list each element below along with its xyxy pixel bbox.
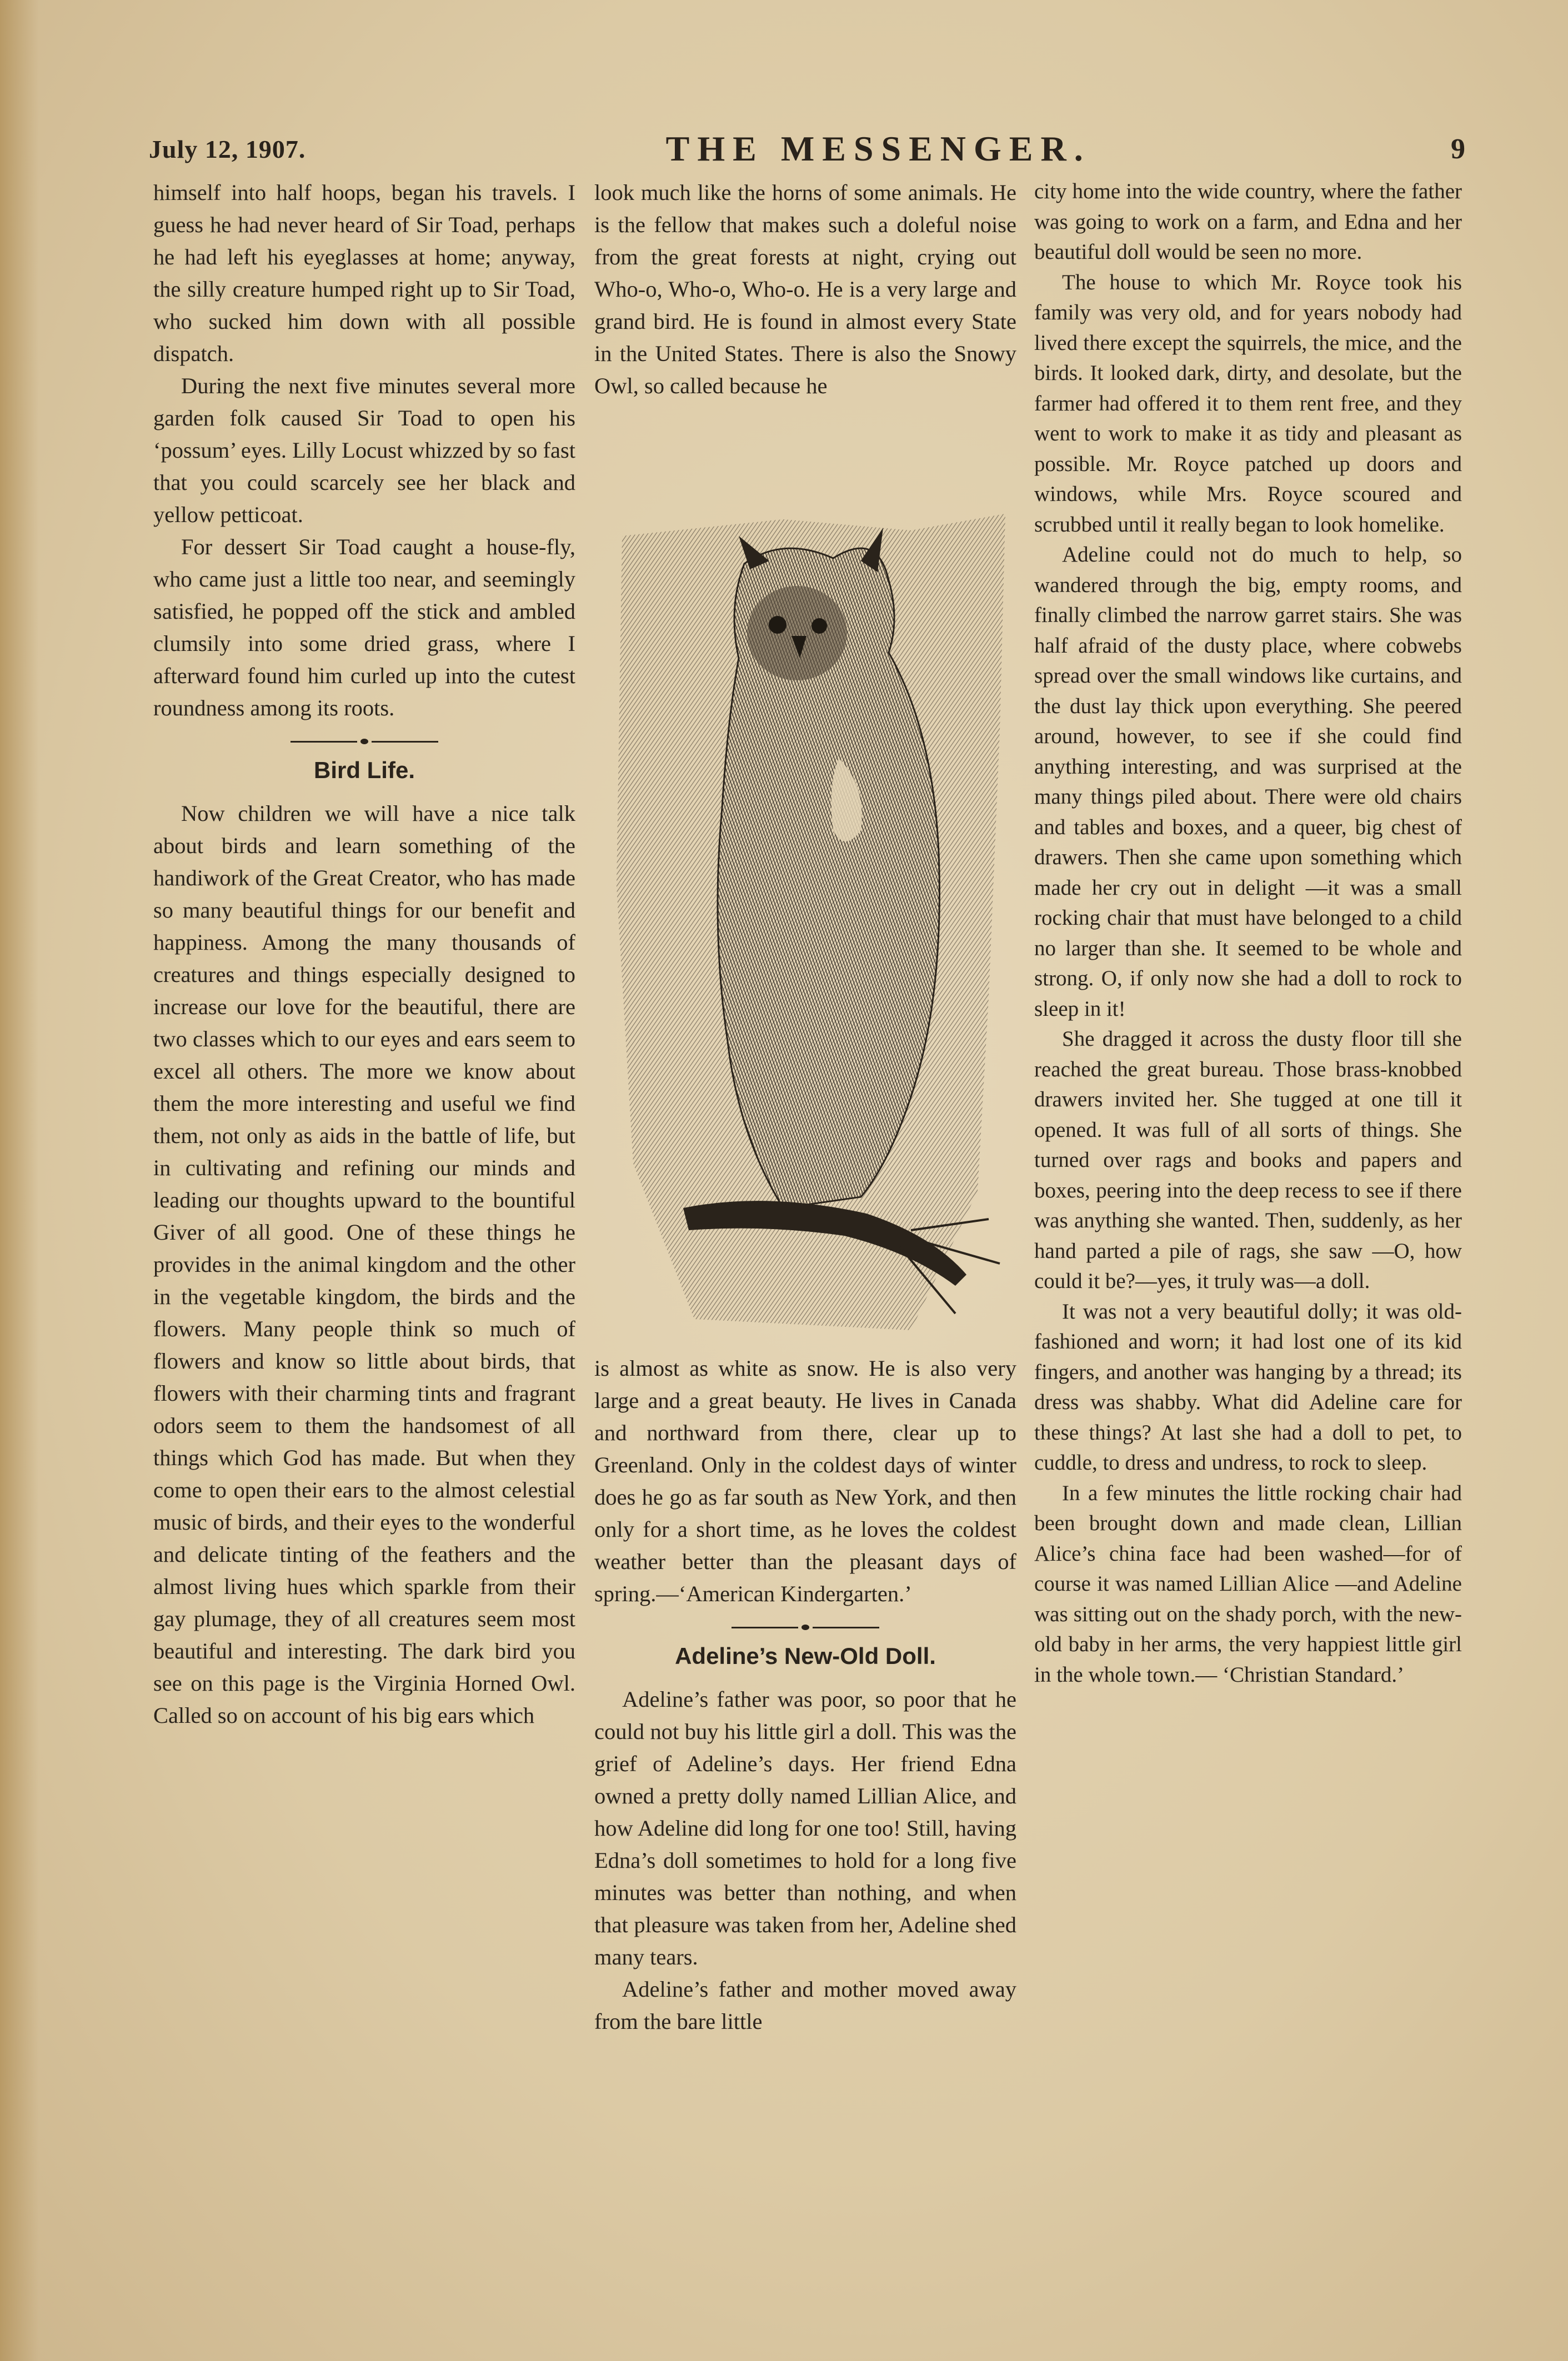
column-2-top (594, 177, 1016, 402)
section-divider (594, 1625, 1016, 1630)
page-edge-shadow (0, 0, 39, 2361)
column-3 (1034, 177, 1462, 1690)
paragraph: Adeline’s father and mother moved away from the bare little (594, 1977, 1016, 2034)
paragraph: Now children we will have a nice talk about birds and learn something of the handiwork of the Great Creator, who has made so many beautiful things for our benefit and happiness. Among the many thousands of creatures and things especially designed to increase our love for the beautiful, there are two classes which to our eyes and ears seem to excel all others. The more we know about them the more interesting and useful we find them, not only as aids in the battle of life, but in cultivating and refining our minds and leading our thoughts upward to the bountiful Giver of all good. One of these things he provides in the animal kingdom and the other in the vegetable kingdom, the birds and the flowers. Many people think so much of flowers and know so little about birds, that flowers with their charming tints and fragrant odors seem to them the handsomest of all things which God has made. But when they come to open their ears to the almost celestial music of birds, and their eyes to the wonderful and delicate tinting of the feathers and the almost living hues which sparkle from their gay plumage, they of all creatures seem most beautiful and interesting. The dark bird you see on this page is the Virginia Horned Owl. Called so on account of his big ears which (153, 801, 575, 1728)
paragraph: look much like the horns of some animals. He is the fellow that makes such a doleful noise from the great forests at night, crying out Who-o, Who-o, Who-o. He is a very large and grand bird. He is found in almost every State in the United States. There is also the Snowy Owl, so called because he (594, 180, 1016, 398)
article-heading-bird-life: Bird Life. (313, 757, 415, 783)
section-divider (153, 739, 575, 744)
issue-date: July 12, 1907. (149, 134, 306, 163)
owl-engraving-illustration (600, 497, 1022, 1355)
paragraph: is almost as white as snow. He is also very large and a great beauty. He lives in Canada and northward from there, clear up to Greenland. Only in the coldest days of winter does he go as far south as New York, and then only for a short time, as he loves the coldest weather better than the pleasant days of spring.—‘American Kindergarten.’ (594, 1356, 1016, 1606)
column-1 (153, 177, 575, 1732)
paragraph: Adeline could not do much to help, so wandered through the big, empty rooms, and finally climbed the narrow garret stairs. She was half afraid of the dusty place, where cobwebs spread over the small windows like curtains, and the dust lay thick upon everything. She peered around, however, to see if she could find anything interesting, and was surprised at the many things piled about. There were old chairs and tables and boxes, and a queer, big chest of drawers. Then she came upon something which made her cry out in delight —it was a small rocking chair that must have belonged to a child no larger than she. It seemed to be whole and strong. O, if only now she had a doll to rock to sleep in it! (1034, 543, 1462, 1021)
masthead-title: THE MESSENGER. (665, 129, 1091, 168)
column-2-bottom (594, 1352, 1016, 2038)
paragraph: It was not a very beautiful dolly; it was old-fashioned and worn; it had lost one of its kid fingers, and another was hanging by a thread; its dress was shabby. What did Adeline care for these things? At last she had a doll to pet, to cuddle, to dress and undress, to rock to sleep. (1034, 1299, 1462, 1475)
paragraph: In a few minutes the little rocking chair had been brought down and made clean, Lillian Alice’s china face had been washed—for of course it was named Lillian Alice —and Adeline was sitting out on the shady porch, with the new-old baby in her arms, the very happiest little girl in the whole town.— ‘Christian Standard.’ (1034, 1481, 1462, 1687)
paragraph: Adeline’s father was poor, so poor that he could not buy his little girl a doll. This was the grief of Adeline’s days. Her friend Edna owned a pretty dolly named Lillian Alice, and how Adeline did long for one too! Still, having Edna’s doll sometimes to hold for a long five minutes was better than nothing, and when that pleasure was taken from her, Adeline shed many tears. (594, 1687, 1016, 1969)
paragraph: During the next five minutes several more garden folk caused Sir Toad to open his ‘possum’ eyes. Lilly Locust whizzed by so fast that you could scarcely see her black and yellow petticoat. (153, 373, 575, 527)
paragraph: himself into half hoops, began his travels. I guess he had never heard of Sir Toad, perhaps he had left his eyeglasses at home; anyway, the silly creature humped right up to Sir Toad, who sucked him down with all possible dispatch. (153, 180, 575, 366)
paragraph: The house to which Mr. Royce took his family was very old, and for years nobody had lived there except the squirrels, the mice, and the birds. It looked dark, dirty, and desolate, but the farmer had offered it to them rent free, and they went to work to make it as tidy and pleasant as possible. Mr. Royce patched up doors and windows, while Mrs. Royce scoured and scrubbed until it really began to look homelike. (1034, 270, 1462, 537)
paragraph: She dragged it across the dusty floor till she reached the great bureau. Those brass-knobbed drawers invited her. She tugged at one till it opened. It was full of all sorts of things. She turned over rags and books and papers and boxes, peering into the deep recess to see if there was anything she wanted. Then, suddenly, as her hand parted a pile of rags, she saw —O, how could it be?—yes, it truly was—a doll. (1034, 1027, 1462, 1293)
page-number: 9 (1451, 133, 1465, 165)
paragraph: For dessert Sir Toad caught a house-fly, who came just a little too near, and seemingly satisfied, he popped off the stick and ambled clumsily into some dried grass, where I afterward found him curled up into the cutest roundness among its roots. (153, 534, 575, 720)
paragraph: city home into the wide country, where the father was going to work on a farm, and Edna and her beautiful doll would be seen no more. (1034, 179, 1462, 264)
page-header (149, 127, 1465, 171)
article-heading-adeline: Adeline’s New-Old Doll. (675, 1643, 936, 1669)
